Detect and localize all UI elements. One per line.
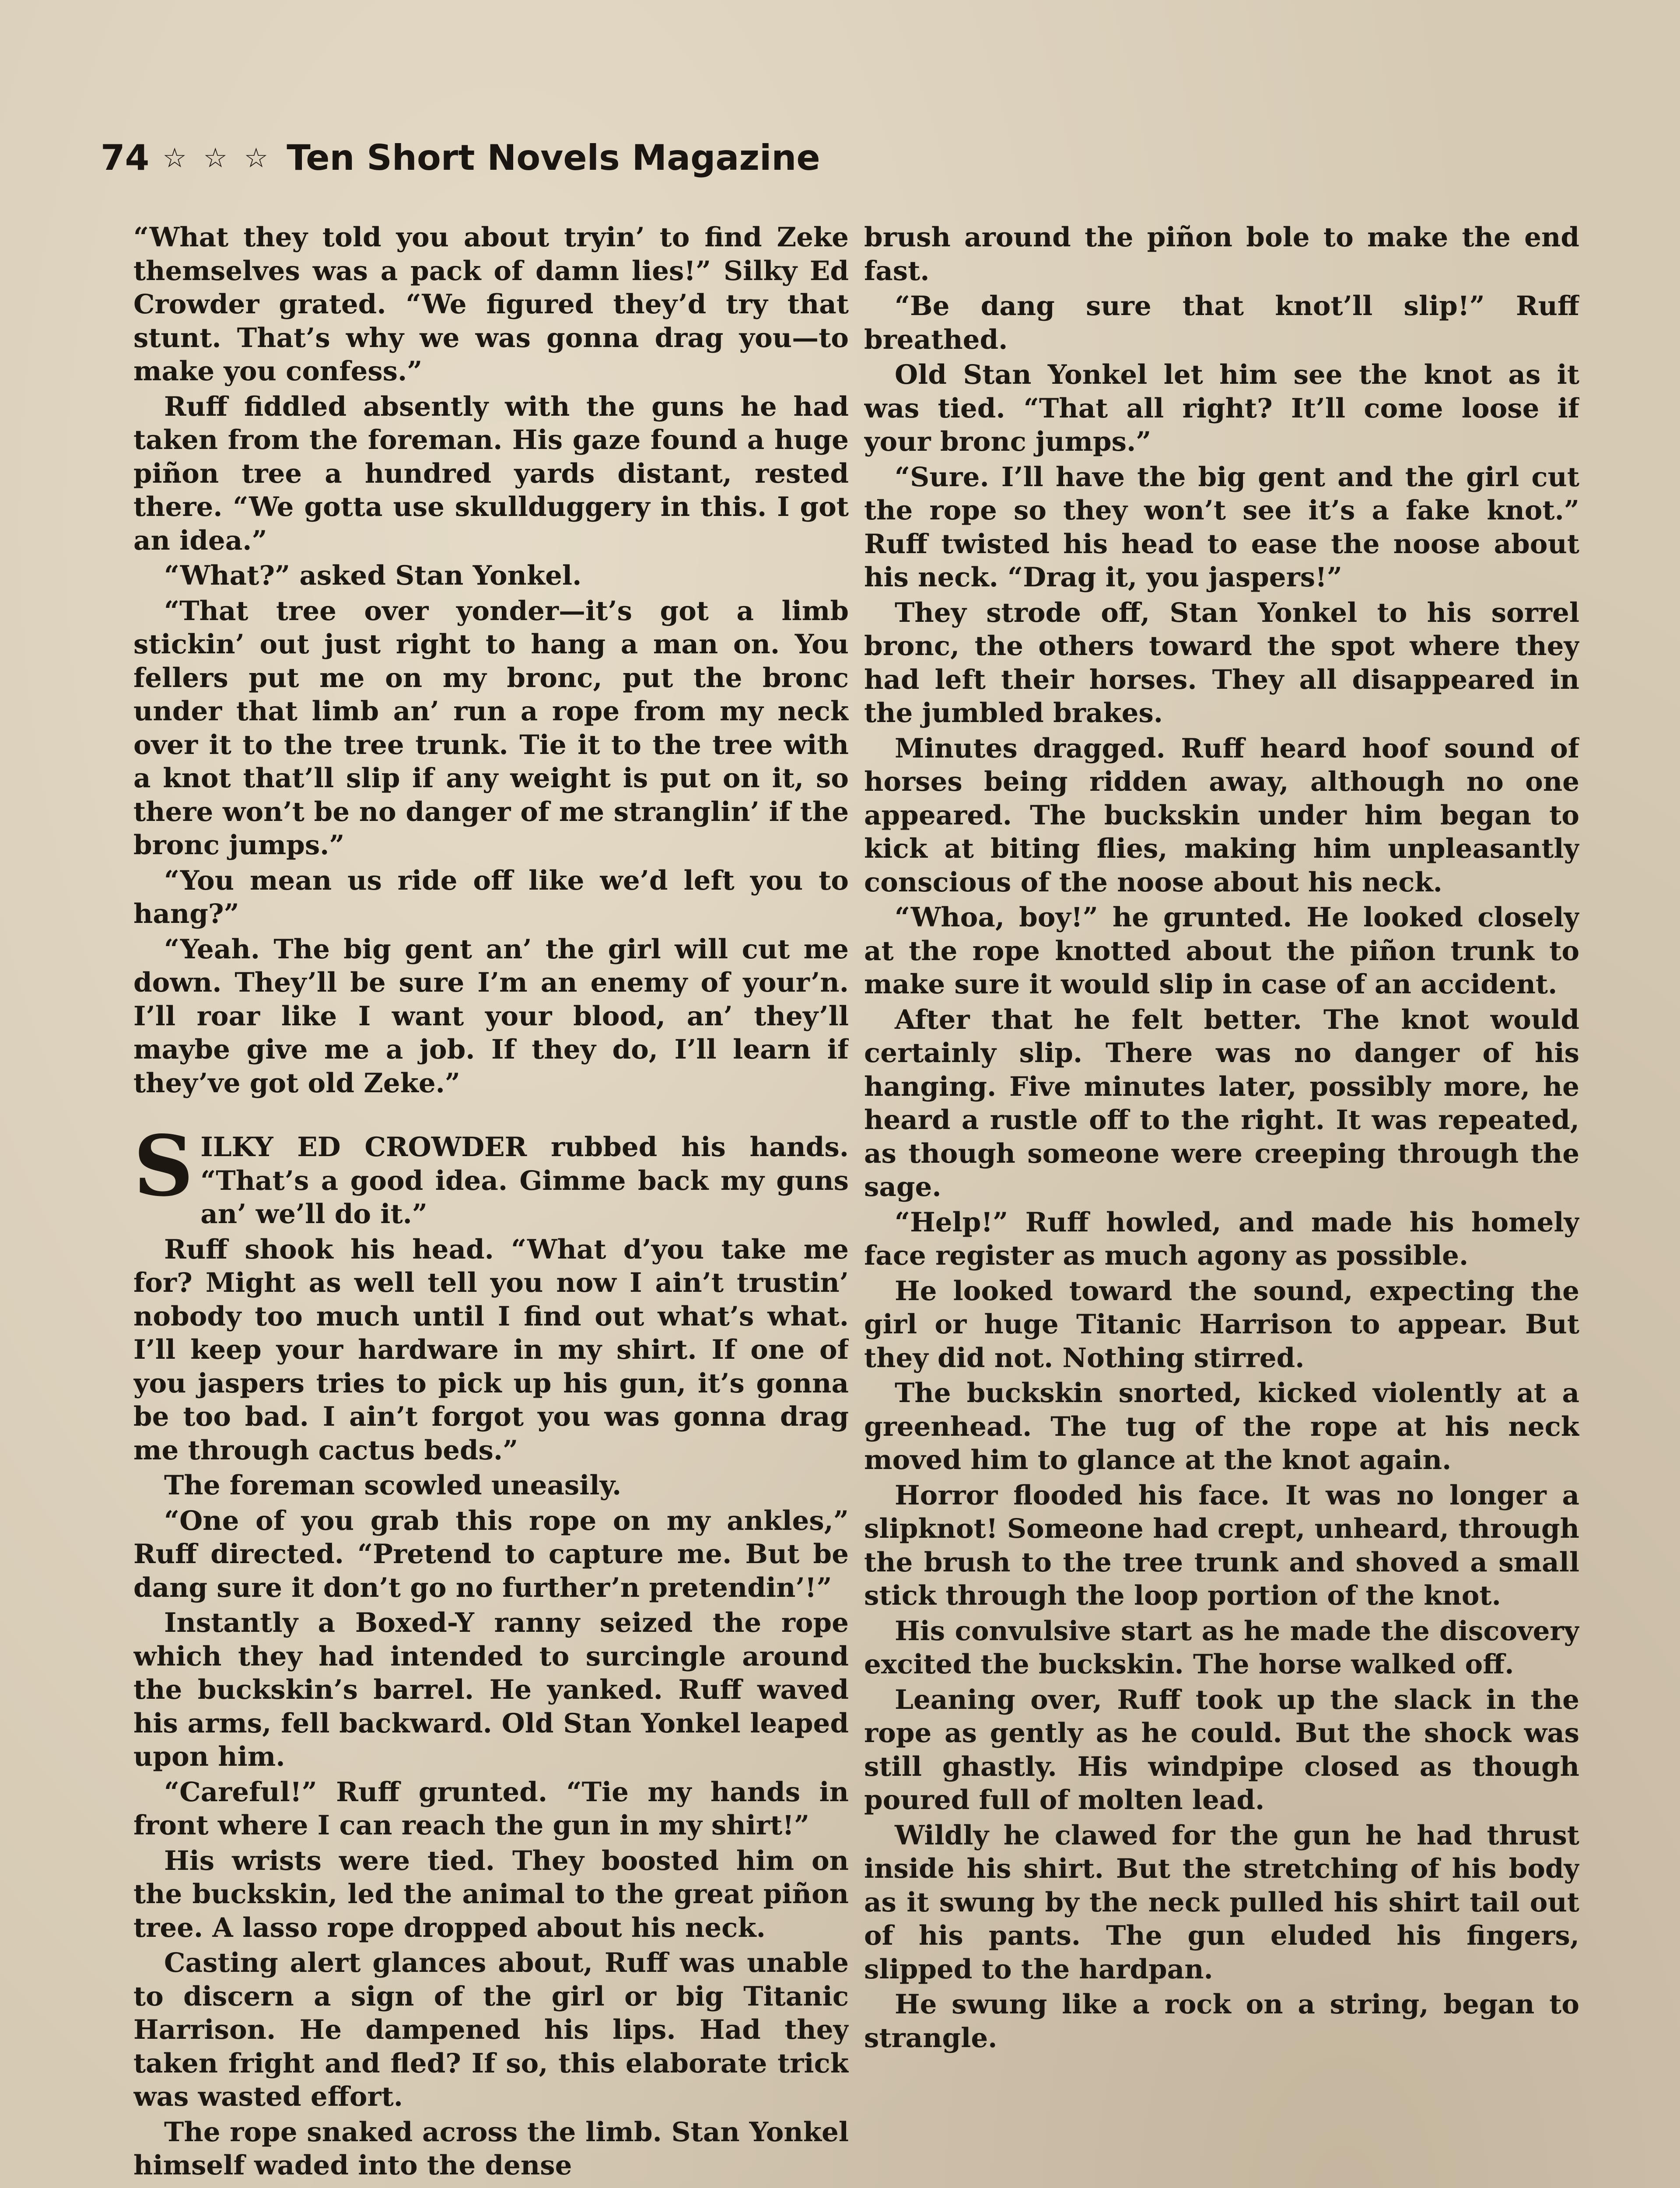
page-number: 74 [101, 137, 150, 178]
paragraph: Leaning over, Ruff took up the slack in the rope as gently as he could. But the shock was still ghastly. His windpipe closed as though poured full of molten lead. [864, 1684, 1579, 1816]
paragraph: The rope snaked across the limb. Stan Yonkel himself waded into the dense [133, 2116, 849, 2181]
paragraph: Minutes dragged. Ruff heard hoof sound of horses being ridden away, although no one appeared. The buckskin under him began to kick at biting flies, making him unpleasantly conscious of the noose about his neck. [864, 733, 1579, 898]
paragraph: After that he felt better. The knot would certainly slip. There was no danger of his hanging. Five minutes later, possibly more, he heard a rustle off to the right. It was repeated, as though someone were creeping through the sage. [864, 1004, 1579, 1203]
opening-text: ILKY ED CROWDER rubbed his hands. “That’s a good idea. Gimme back my guns an’ we’ll do it.” [200, 1132, 849, 1230]
section-opening-paragraph [133, 1117, 849, 1231]
paragraph-continued: brush around the piñon bole to make the end fast. [864, 222, 1579, 287]
paragraph: “Sure. I’ll have the big gent and the girl cut the rope so they won’t see it’s a fake knot.” Ruff twisted his head to ease the noose about his neck. “Drag it, you jaspers!” [864, 461, 1579, 593]
star-ornaments: ☆ ☆ ☆ [162, 141, 272, 174]
paragraph: Wildly he clawed for the gun he had thrust inside his shirt. But the stretching of his body as it swung by the neck pulled his shirt tail out of his pants. The gun eluded his fingers, slipped to the hardpan. [864, 1820, 1579, 1985]
paragraph: Casting alert glances about, Ruff was unable to discern a sign of the girl or big Titanic Harrison. He dampened his lips. Had they taken fright and fled? If so, this elaborate trick was wasted effort. [133, 1947, 849, 2112]
paragraph: The foreman scowled uneasily. [164, 1470, 622, 1501]
paragraph: He looked toward the sound, expecting the girl or huge Titanic Harrison to appear. But they did not. Nothing stirred. [864, 1275, 1579, 1374]
right-column [864, 221, 1579, 2188]
paragraph: Ruff fiddled absently with the guns he had taken from the foreman. His gaze found a huge piñon tree a hundred yards distant, rested there. “We gotta use skullduggery in this. I got an idea.” [133, 391, 849, 556]
running-header [101, 127, 888, 188]
paragraph: “Whoa, boy!” he grunted. He looked closely at the rope knotted about the piñon trunk to make sure it would slip in case of an accident. [864, 902, 1579, 1000]
left-column [133, 221, 849, 2188]
paragraph: He swung like a rock on a string, began to strangle. [864, 1989, 1579, 2054]
paragraph: Instantly a Boxed-Y ranny seized the rope which they had intended to surcingle around the buckskin’s barrel. He yanked. Ruff waved his arms, fell backward. Old Stan Yonkel leaped upon him. [133, 1607, 849, 1772]
paragraph: “Be dang sure that knot’ll slip!” Ruff breathed. [864, 291, 1579, 355]
paragraph: Old Stan Yonkel let him see the knot as it was tied. “That all right? It’ll come loose if your bronc jumps.” [864, 359, 1579, 457]
paragraph: Horror flooded his face. It was no longer a slipknot! Someone had crept, unheard, through the brush to the tree trunk and shoved a small stick through the loop portion of the knot. [864, 1480, 1579, 1611]
paragraph: His convulsive start as he made the discovery excited the buckskin. The horse walked off. [864, 1615, 1579, 1680]
paragraph: “Help!” Ruff howled, and made his homely face register as much agony as possible. [864, 1206, 1579, 1271]
paragraph: “Yeah. The big gent an’ the girl will cut me down. They’ll be sure I’m an enemy of your’n. I’ll roar like I want your blood, an’ they’ll maybe give me a job. If they do, I’ll learn if they’ve got old Zeke.” [133, 933, 849, 1099]
paragraph: “That tree over yonder—it’s got a limb stickin’ out just right to hang a man on. You fellers put me on my bronc, put the bronc under that limb an’ run a rope from my neck over it to the tree trunk. Tie it to the tree with a knot that’ll slip if any weight is put on it, so there won’t be no danger of me stranglin’ if the bronc jumps.” [133, 595, 849, 861]
paragraph: “You mean us ride off like we’d left you to hang?” [133, 865, 849, 929]
paragraph: “What?” asked Stan Yonkel. [164, 560, 582, 591]
drop-cap: S [133, 1117, 194, 1215]
paragraph: “Careful!” Ruff grunted. “Tie my hands in front where I can reach the gun in my shirt!” [133, 1776, 849, 1841]
paragraph: His wrists were tied. They boosted him on the buckskin, led the animal to the great piñon tree. A lasso rope dropped about his neck. [133, 1845, 849, 1943]
paragraph: “What they told you about tryin’ to find Zeke themselves was a pack of damn lies!” Silky Ed Crowder grated. “We figured they’d try that stunt. That’s why we was gonna drag you—to make you confess.” [133, 222, 849, 387]
paragraph: The buckskin snorted, kicked violently at a greenhead. The tug of the rope at his neck moved him to glance at the knot again. [864, 1378, 1579, 1476]
magazine-title: Ten Short Novels Magazine [287, 137, 820, 178]
paragraph: They strode off, Stan Yonkel to his sorrel bronc, the others toward the spot where they had left their horses. They all disappeared in the jumbled brakes. [864, 597, 1579, 729]
paragraph: Ruff shook his head. “What d’you take me for? Might as well tell you now I ain’t trustin’ nobody too much until I find out what’s what. I’ll keep your hardware in my shirt. If one of you jaspers tries to pick up his gun, it’s gonna be too bad. I ain’t forgot you was gonna drag me through cactus beds.” [133, 1234, 849, 1466]
paragraph: “One of you grab this rope on my ankles,” Ruff directed. “Pretend to capture me. But be dang sure it don’t go no further’n pretendin’!” [133, 1505, 849, 1603]
